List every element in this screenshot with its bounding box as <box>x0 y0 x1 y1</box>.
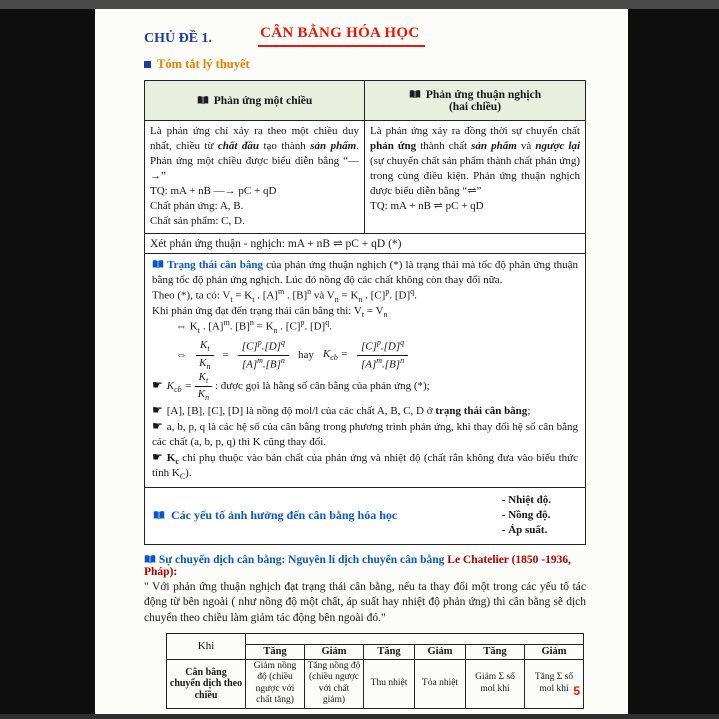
general-equation: TQ: mA + nB —→ pC + qD <box>150 185 277 197</box>
summary-title: Tóm tắt lý thuyết <box>157 57 250 71</box>
factors-list <box>502 493 551 538</box>
comparison-table <box>145 81 585 234</box>
equilibrium-constant-formula <box>152 339 578 371</box>
book-icon <box>144 555 156 564</box>
fraction-denominator: $K_n$ <box>197 388 210 403</box>
header-cell: Giảm <box>305 645 364 660</box>
note-text: a, b, p, q là các hệ số của cân bằng trong phương trình phản ứng, khi thay đổi hệ số cân bằng các chất (a, b, p, q) thì K cũng thay đổi. <box>152 420 578 448</box>
paragraph: Là phản ứng chỉ xảy ra theo một chiều duy nhất, chiều từ chất đầu tạo thành sản phẩm. Phản ứng một chiều được biểu diễn bằng “—→” <box>150 125 359 182</box>
when-cell: Khi <box>167 634 246 660</box>
note-kcb-definition <box>152 371 578 402</box>
factor-item: - Nồng độ. <box>501 509 551 522</box>
fraction-denominator: $K_n$ <box>199 356 211 371</box>
table-row <box>167 634 584 645</box>
shift-cell: Tăng Σ số mol khí <box>525 659 584 708</box>
shift-cell: Tăng nồng độ (chiều ngược với chất giảm) <box>305 659 364 708</box>
equilibrium-section <box>145 254 585 487</box>
book-icon <box>153 511 165 520</box>
shift-cell: Giảm nồng độ (chiều ngược với chất tăng) <box>246 659 305 708</box>
page-content <box>144 25 586 709</box>
shift-cell: Giảm Σ số mol khí <box>466 659 525 708</box>
le-chatelier-principle-quote: " Với phản ứng thuận nghịch đạt trạng thái cân bằng, nếu ta thay đổi một trong các yếu tố tác động từ bên ngoài ( như nồng độ một chất, áp suất hay nhiệt độ phản ứng) thì cân bằng sẽ dịch chuyển theo chiều làm giảm tác động bên ngoài đó." <box>144 580 586 624</box>
equals-sign: = <box>222 348 229 361</box>
note-text: $K_{cb}$ = <box>166 380 195 395</box>
note-coefficients <box>152 419 578 450</box>
row-label-cell: Cân bằng chuyển dịch theo chiều <box>167 659 246 708</box>
one-way-header-label: Phản ứng một chiều <box>213 94 313 107</box>
photo-top-edge <box>0 0 719 9</box>
note-text: : được gọi là hằng số cân bằng của phản ứng (*); <box>212 380 430 393</box>
header-cell: Giảm <box>415 645 466 660</box>
document-page <box>95 9 628 714</box>
header-cell: Tăng <box>246 645 305 660</box>
hand-pointer-icon: ☛ <box>152 402 163 417</box>
kt-kn-fraction <box>195 371 213 402</box>
factors-row <box>145 487 585 544</box>
note-concentrations <box>152 403 578 419</box>
rate-equality-line: ⇔ $K_t$ . $[A]^m$. $[B]^n = K_n$ . $[C]^p$. $[D]^q$. <box>176 318 332 335</box>
le-chatelier-heading-main: Sự chuyển dịch cân bằng: Nguyên lí dịch chuyển cân bằng <box>158 553 448 566</box>
hand-pointer-icon: ☛ <box>152 378 163 393</box>
kt-kn-fraction <box>196 339 214 370</box>
kcb-symbol: $K_{cb}$ = <box>322 348 348 363</box>
reversible-header-label: Phản ứng thuận nghịch <box>425 88 542 101</box>
reversible-header-sublabel: (hai chiều) <box>448 100 502 113</box>
book-icon <box>409 90 421 99</box>
le-chatelier-heading <box>144 554 586 578</box>
considered-reaction-line: Xét phản ứng thuận - nghịch: mA + nB ⇌ pC + qD (*) <box>145 234 585 254</box>
fraction-denominator: $[A]^m.[B]^n$ <box>360 355 405 371</box>
book-icon <box>152 260 164 269</box>
summary-heading <box>144 57 586 72</box>
shift-cell: Thu nhiệt <box>364 659 415 708</box>
le-chatelier-section <box>144 554 586 627</box>
factors-heading <box>153 508 397 523</box>
le-chatelier-heading-name: Le Chatelier (1850 -1936, Pháp): <box>144 553 571 578</box>
general-equation: TQ: mA + nB ⇌ pC + qD <box>370 200 484 212</box>
products-line: Chất sản phẩm: C, D. <box>150 215 245 227</box>
factor-item: - Áp suất. <box>501 524 548 537</box>
hand-pointer-icon: ☛ <box>152 418 163 433</box>
factor-item: - Nhiệt độ. <box>501 494 551 507</box>
hay-word: hay <box>297 348 314 361</box>
shift-cell: Tỏa nhiệt <box>415 659 466 708</box>
factors-heading-label: Các yếu tố ảnh hưởng đến cân bằng hóa học <box>171 508 398 523</box>
one-way-body-cell <box>145 121 365 234</box>
equilibrium-intro-text: Trạng thái cân bằng của phản ứng thuận nghịch (*) là trạng thái mà tốc độ phản ứng thuận bằng tốc độ phản ứng nghịch. Lúc đó nồng độ các chất không còn thay đổi nữa. <box>152 259 579 286</box>
hand-pointer-icon: ☛ <box>152 449 163 464</box>
note-text: $K_c$ chỉ phụ thuộc vào bản chất của phản ứng và nhiệt độ (chất rắn không đưa vào biểu thức tính $K_C$). <box>152 451 578 481</box>
note-text: [A], [B], [C], [D] là nồng độ mol/l của các chất A, B, C, D ở trạng thái cân bằng; <box>166 404 531 417</box>
fraction-numerator: $K_t$ <box>195 371 213 387</box>
paragraph: Là phản ứng xảy ra đồng thời sự chuyển chất phản ứng thành chất sản phẩm và ngược lại (sự chuyển chất sản phẩm thành chất phản ứng) trong cùng điều kiện. Phản ứng thuận nghịch được biểu diễn bằng “⇌” <box>370 125 581 197</box>
fraction-denominator: $[A]^m.[B]^n$ <box>241 355 285 371</box>
empty-header-cell <box>246 634 584 645</box>
header-cell: Tăng <box>466 645 525 660</box>
page-number: 5 <box>573 684 580 698</box>
header-cell: Tăng <box>364 645 415 660</box>
reversible-body-cell <box>365 121 585 234</box>
photo-bottom-edge <box>0 714 719 719</box>
iff-symbol: ⇔ <box>176 348 187 361</box>
fraction-numerator: $[C]^p.[D]^q$ <box>238 339 289 356</box>
note-kc-dependence <box>152 450 578 481</box>
equilibrium-condition-line: Khi phản ứng đạt đến trạng thái cân bằng thì: $V_t = V_n$ <box>152 304 388 320</box>
square-bullet-icon <box>144 61 151 68</box>
reactants-line: Chất phản ứng: A, B. <box>150 200 244 212</box>
page-header <box>144 25 586 47</box>
equilibrium-intro <box>152 258 578 288</box>
header-cell: Giảm <box>525 645 584 660</box>
one-way-header-cell <box>145 81 365 121</box>
theory-box <box>144 80 586 545</box>
concentration-fraction <box>238 339 289 371</box>
book-icon <box>197 96 209 105</box>
page-title: CÂN BẰNG HÓA HỌC <box>258 25 425 47</box>
equilibrium-shift-table <box>166 633 584 709</box>
topic-label: CHỦ ĐỀ 1. <box>144 31 213 46</box>
fraction-numerator: $[C]^p.[D]^q$ <box>357 339 408 356</box>
fraction-numerator: $K_t$ <box>196 339 214 355</box>
table-row <box>167 659 584 708</box>
concentration-fraction <box>357 339 408 371</box>
rate-equations-line: Theo (*), ta có: $V_t = K_t$ . $[A]^m$ . $[B]^n$ và $V_n = K_n$ . $[C]^p$. $[D]^q$. <box>152 287 417 304</box>
reversible-header-cell <box>365 81 585 121</box>
